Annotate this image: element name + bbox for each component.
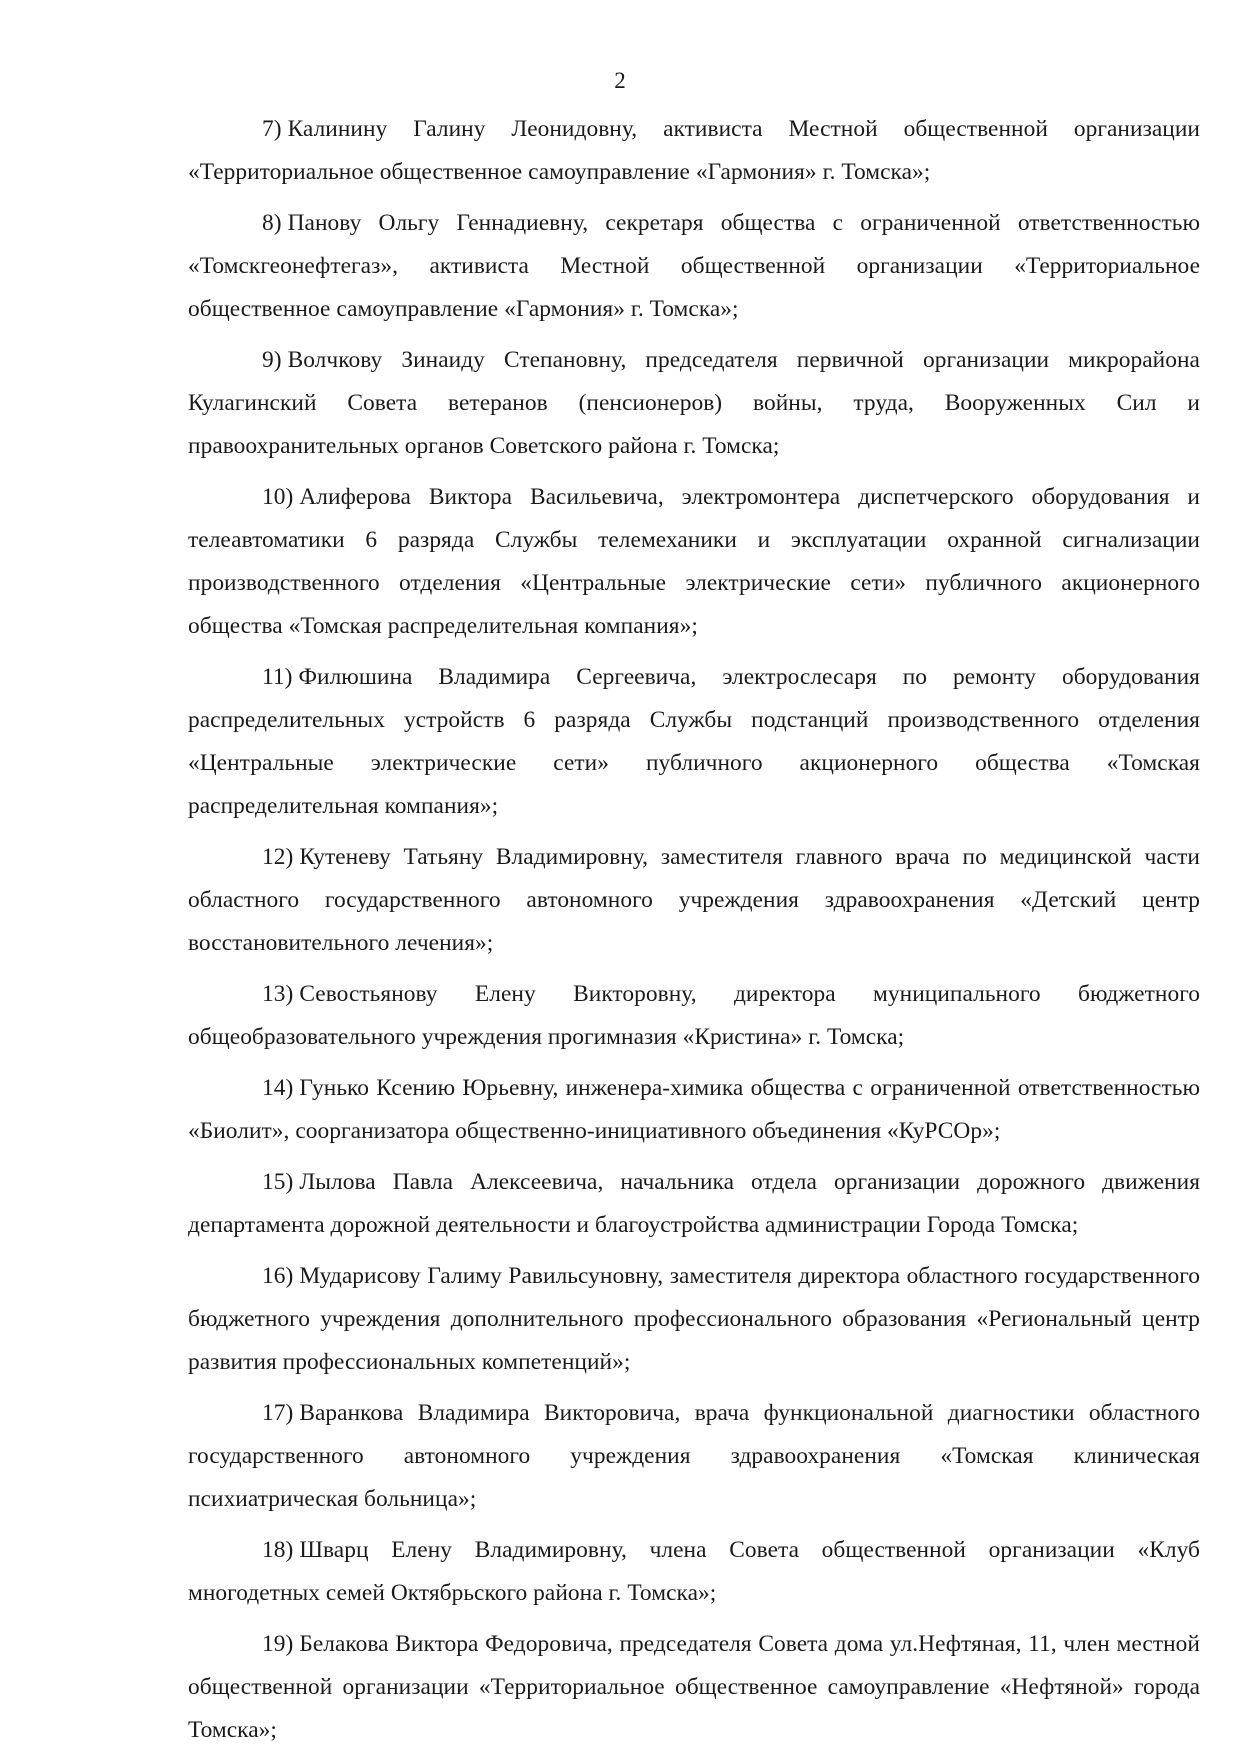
item-number: 18)	[262, 1537, 294, 1563]
award-list	[188, 108, 1200, 1760]
item-text: Филюшина Владимира Сергеевича, электрослесаря по ремонту оборудования распределительных устройств 6 разряда Службы подстанций производственного отделения «Центральные электрические сети» публичного акционерного общества «Томская распределительная компания»;	[188, 664, 1200, 819]
item-text: Гунько Ксению Юрьевну, инженера-химика общества с ограниченной ответственностью «Биолит», соорганизатора общественно-инициативного объединения «КуРСОр»;	[188, 1075, 1200, 1144]
item-number: 11)	[262, 664, 293, 690]
list-item	[188, 476, 1200, 648]
list-item	[188, 339, 1200, 468]
item-text: Мударисову Галиму Равильсуновну, заместителя директора областного государственного бюджетного учреждения дополнительного профессионального образования «Региональный центр развития профессиональных компетенций»;	[188, 1263, 1200, 1375]
list-item	[188, 1623, 1200, 1752]
item-text: Калинину Галину Леонидовну, активиста Местной общественной организации «Территориальное общественное самоуправление «Гармония» г. Томска»;	[188, 116, 1200, 185]
item-number: 15)	[262, 1169, 294, 1195]
item-number: 9)	[262, 347, 282, 373]
item-number: 8)	[262, 210, 282, 236]
item-number: 14)	[262, 1075, 294, 1101]
item-number: 19)	[262, 1631, 294, 1657]
item-text: Волчкову Зинаиду Степановну, председателя первичной организации микрорайона Кулагинский Совета ветеранов (пенсионеров) войны, труда, Вооруженных Сил и правоохранительных органов Советского района г. Томска;	[188, 347, 1200, 459]
item-number: 17)	[262, 1400, 294, 1426]
list-item	[188, 1529, 1200, 1615]
list-item	[188, 656, 1200, 828]
item-text: Белакова Виктора Федоровича, председателя Совета дома ул.Нефтяная, 11, член местной общественной организации «Территориальное общественное самоуправление «Нефтяной» города Томска»;	[188, 1631, 1200, 1743]
item-number: 16)	[262, 1263, 294, 1289]
item-text: Алиферова Виктора Васильевича, электромонтера диспетчерского оборудования и телеавтоматики 6 разряда Службы телемеханики и эксплуатации охранной сигнализации производственного отделения «Центральные электрические сети» публичного акционерного общества «Томская распределительная компания»;	[188, 484, 1200, 639]
item-text: Панову Ольгу Геннадиевну, секретаря общества с ограниченной ответственностью «Томскгеонефтегаз», активиста Местной общественной организации «Территориальное общественное самоуправление «Гармония» г. Томска»;	[188, 210, 1200, 322]
item-text: Лылова Павла Алексеевича, начальника отдела организации дорожного движения департамента дорожной деятельности и благоустройства администрации Города Томска;	[188, 1169, 1200, 1238]
item-number: 12)	[262, 844, 294, 870]
list-item	[188, 1392, 1200, 1521]
list-item	[188, 836, 1200, 965]
item-number: 13)	[262, 981, 294, 1007]
list-item	[188, 1161, 1200, 1247]
item-text: Варанкова Владимира Викторовича, врача функциональной диагностики областного государственного автономного учреждения здравоохранения «Томская клиническая психиатрическая больница»;	[188, 1400, 1200, 1512]
item-text: Кутеневу Татьяну Владимировну, заместителя главного врача по медицинской части областного государственного автономного учреждения здравоохранения «Детский центр восстановительного лечения»;	[188, 844, 1200, 956]
list-item	[188, 1067, 1200, 1153]
item-number: 7)	[262, 116, 282, 142]
item-text: Шварц Елену Владимировну, члена Совета общественной организации «Клуб многодетных семей Октябрьского района г. Томска»;	[188, 1537, 1200, 1606]
list-item	[188, 973, 1200, 1059]
item-number: 10)	[262, 484, 294, 510]
list-item	[188, 202, 1200, 331]
list-item	[188, 1255, 1200, 1384]
page-number: 2	[614, 68, 626, 93]
list-item	[188, 108, 1200, 194]
item-text: Севостьянову Елену Викторовну, директора муниципального бюджетного общеобразовательного учреждения прогимназия «Кристина» г. Томска;	[188, 981, 1200, 1050]
